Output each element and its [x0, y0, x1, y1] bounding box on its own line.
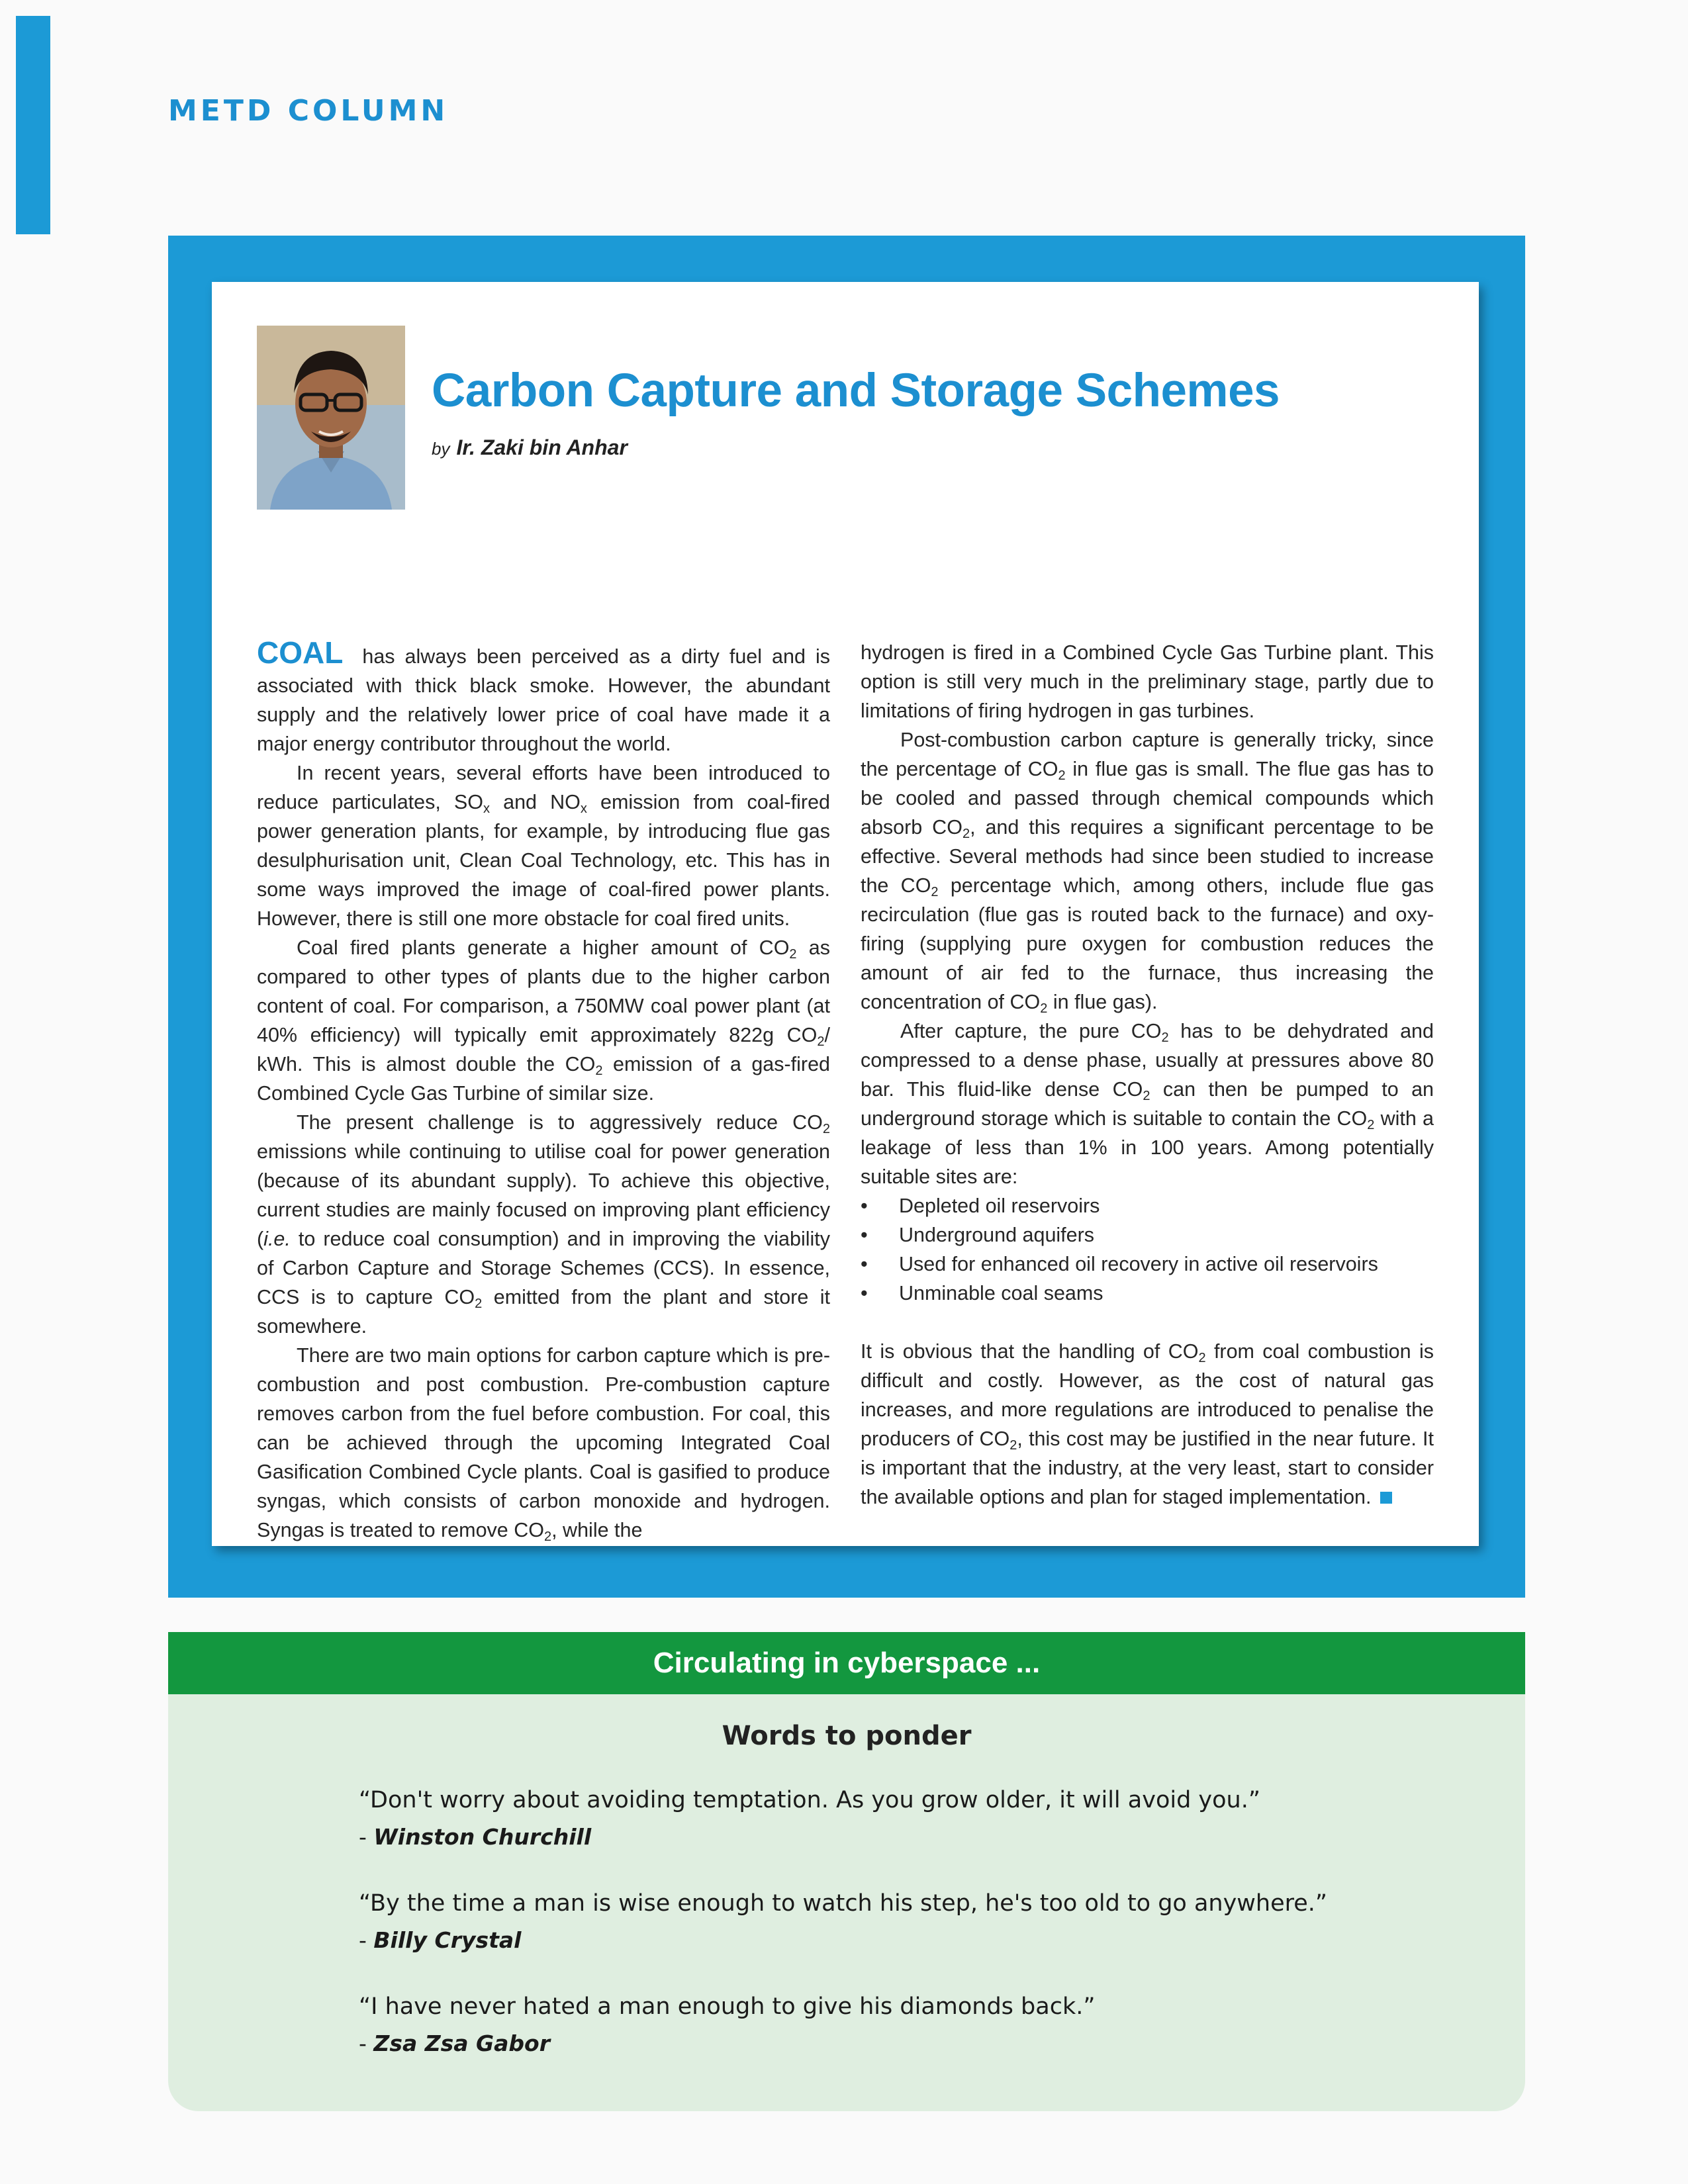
paragraph: The present challenge is to aggressively reduce $CO_2$ emissions while continuing to utilise coal for power generation (because of its abundant supply). To achieve this objective, current studies are mainly focused on improving plant efficiency (i.e. to reduce coal consumption) and in improving the viability of Carbon Capture and Storage Schemes (CCS). In essence, CCS is to capture $CO_2$ emitted from the plant and store it somewhere. [257, 1111, 830, 1338]
left-accent-bar [16, 16, 50, 234]
article-frame [168, 236, 1525, 1598]
end-mark-icon [1380, 1492, 1392, 1504]
quote-author: - Winston Churchill [359, 1824, 592, 1850]
ponder-title: Words to ponder [722, 1721, 972, 1751]
list-item: • Underground aquifers [861, 1220, 1434, 1250]
article-title: Carbon Capture and Storage Schemes [432, 365, 1280, 417]
list-item: • Unminable coal seams [861, 1279, 1434, 1308]
byline [432, 435, 628, 460]
paragraph: After capture, the pure $CO_2$ has to be dehydrated and compressed to a dense phase, usually at pressures above 80 bar. This fluid-like dense $CO_2$ can then be pumped to an underground storage which is suitable to contain the $CO_2$ with a leakage of less than 1% in 100 years. Among potentially suitable sites are: [861, 1020, 1434, 1188]
author-photo [257, 326, 405, 510]
article-card [212, 282, 1479, 1546]
paragraph: In recent years, several efforts have been introduced to reduce particulates, $SO_x$ and $NO_x$ emission from coal-fired power generation plants, for example, by introducing flue gas desulphurisation unit, Clean Coal Technology, etc. This has in some ways improved the image of coal-fired power plants. However, there is still one more obstacle for coal fired units. [257, 762, 830, 930]
bullet-icon: • [861, 1195, 868, 1217]
quote-text: “Don't worry about avoiding temptation. As you grow older, it will avoid you.” [359, 1787, 1260, 1813]
section-label: METD COLUMN [168, 94, 449, 128]
paragraph: COAL has always been perceived as a dirty fuel and is associated with thick black smoke. However, the abundant supply and the relatively lower price of coal have made it a major energy contributor throughout the world. [257, 635, 830, 755]
bullet-icon: • [861, 1253, 868, 1275]
article-left-column [257, 635, 831, 1545]
bullet-icon: • [861, 1224, 868, 1246]
drop-word: COAL [257, 635, 344, 670]
paragraph: Post-combustion carbon capture is generally tricky, since the percentage of $CO_2$ in flue gas is small. The flue gas has to be cooled and passed through chemical compounds which absorb $CO_2$, and this requires a significant percentage to be effective. Several methods had since been studied to increase the $CO_2$ percentage which, among others, include flue gas recirculation (flue gas is routed back to the furnace) and oxy-firing (supplying pure oxygen for combustion reduces the amount of air fed to the furnace, thus increasing the concentration of $CO_2$ in flue gas). [861, 729, 1434, 1016]
quote-author: - Zsa Zsa Gabor [359, 2030, 550, 2056]
quote-author: - Billy Crystal [359, 1927, 522, 1953]
quote-text: “By the time a man is wise enough to watch his step, he's too old to go anywhere.” [359, 1890, 1328, 1917]
paragraph: It is obvious that the handling of $CO_2$ from coal combustion is difficult and costly. However, as the cost of natural gas increases, and more regulations are introduced to penalise the producers of $CO_2$, this cost may be justified in the near future. It is important that the industry, at the very least, start to consider the available options and plan for staged implementation. [861, 1340, 1434, 1508]
bullet-icon: • [861, 1282, 868, 1304]
list-item: • Used for enhanced oil recovery in active oil reservoirs [861, 1250, 1434, 1279]
byline-prefix: by [432, 439, 450, 459]
paragraph: hydrogen is fired in a Combined Cycle Gas Turbine plant. This option is still very much in the preliminary stage, partly due to limitations of firing hydrogen in gas turbines. [861, 641, 1434, 722]
list-item: • Depleted oil reservoirs [861, 1191, 1434, 1220]
storage-sites-list [861, 1191, 1434, 1308]
article-right-column [861, 638, 1434, 1512]
paragraph: Coal fired plants generate a higher amount of $CO_2$ as compared to other types of plants due to the higher carbon content of coal. For comparison, a 750MW coal power plant (at 40% efficiency) will typically emit approximately 822g $CO_2/$ kWh. This is almost double the $CO_2$ emission of a gas-fired Combined Cycle Gas Turbine of similar size. [257, 936, 831, 1105]
cyber-header: Circulating in cyberspace ... [168, 1632, 1525, 1694]
quote-text: “I have never hated a man enough to give his diamonds back.” [359, 1993, 1096, 2020]
author-name: Ir. Zaki bin Anhar [456, 435, 628, 459]
cyber-panel [168, 1694, 1525, 2111]
paragraph: There are two main options for carbon capture which is pre-combustion and post combustion. Pre-combustion capture removes carbon from the fuel before combustion. For coal, this can be achieved through the upcoming Integrated Coal Gasification Combined Cycle plants. Coal is gasified to produce syngas, which consists of carbon monoxide and hydrogen. Syngas is treated to remove $CO_2$, while the [257, 1344, 830, 1544]
